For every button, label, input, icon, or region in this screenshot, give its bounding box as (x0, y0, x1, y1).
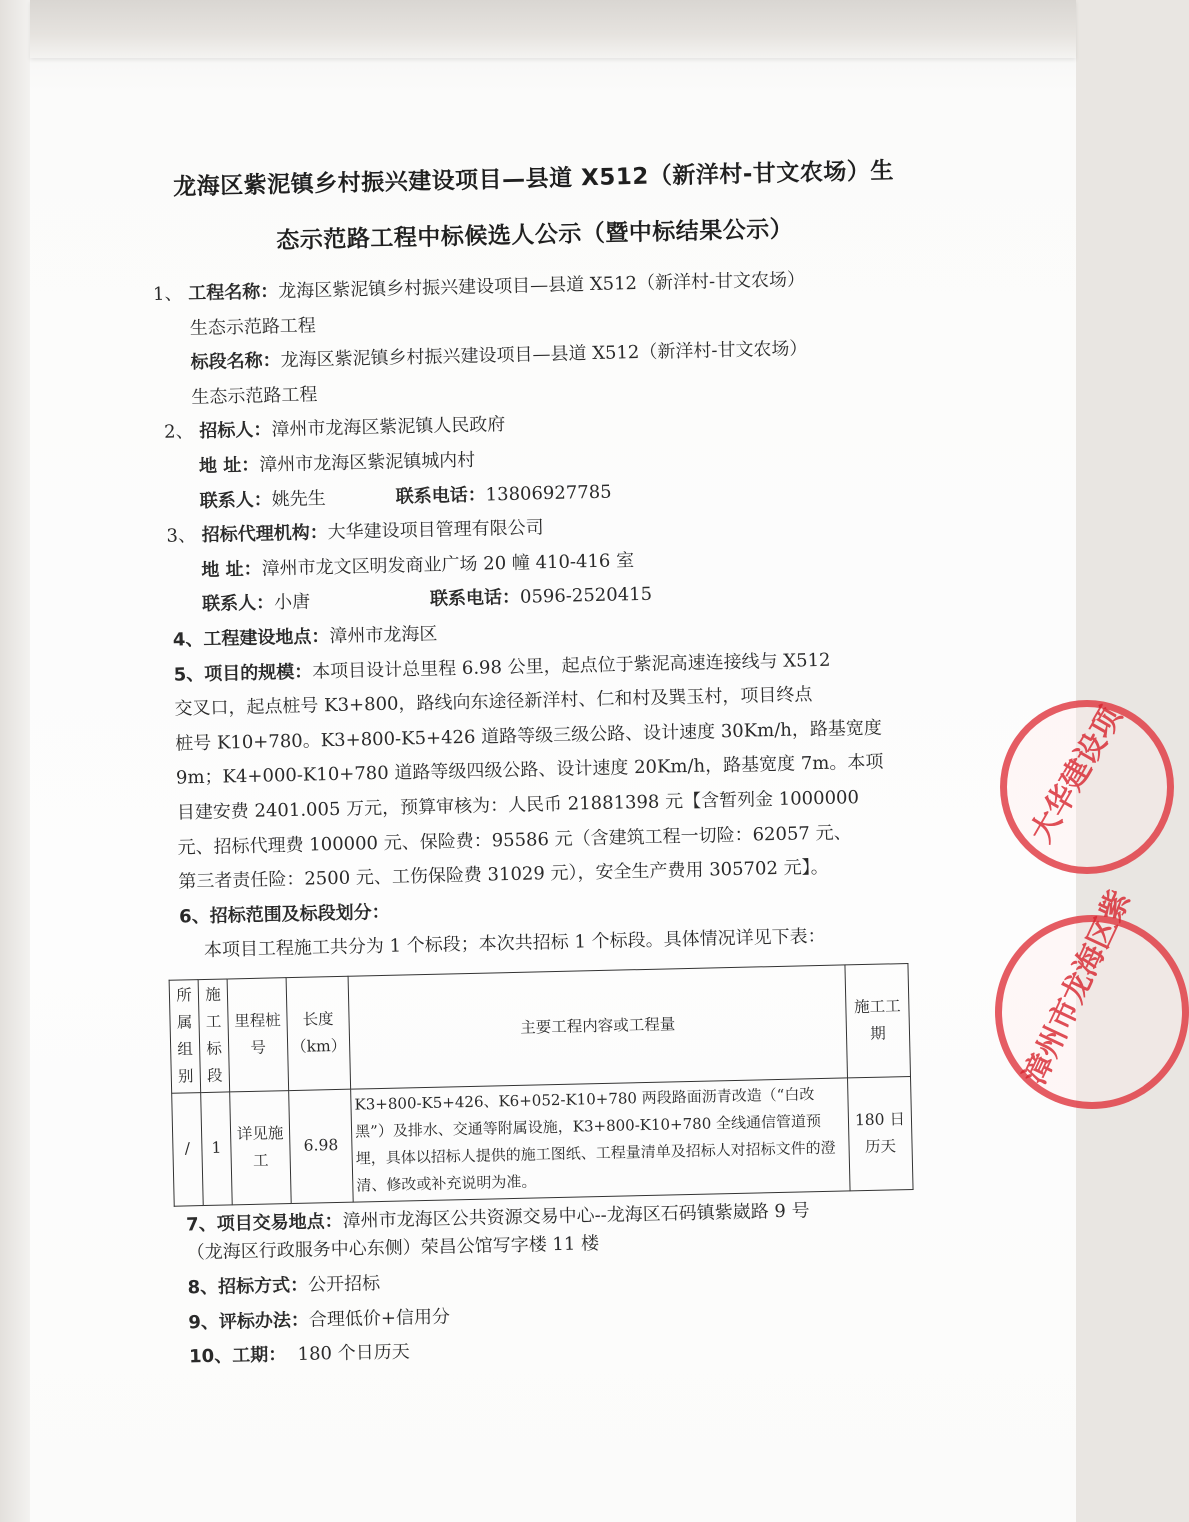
section-5-label: 项目的规模： (203, 660, 313, 685)
section-3-number: 3、 (166, 525, 197, 547)
section-8-label: 招标方式： (217, 1274, 309, 1298)
section-1-number: 1、 (152, 283, 183, 305)
cell-group: / (172, 1092, 204, 1206)
scale-text-5: 目建安费 2401.005 万元，预算审核为：人民币 21881398 元【含暂列金 1000000 (176, 786, 860, 824)
section-9-number: 9、 (188, 1311, 220, 1334)
title-line-2: 态示范路工程中标候选人公示（暨中标结果公示） (276, 216, 794, 255)
segment-label: 标段名称： (190, 350, 281, 374)
cell-content: K3+800-K5+426、K6+052-K10+780 两段路面沥青改造（“白改黑”）及排水、交通等附属设施，K3+800-K10+780 全线通信管道预埋，具体以招标人提供的施工图纸、工程量清单及招标人对招标文件的澄清、修改或补充说明为准。 (351, 1078, 850, 1202)
paper-top-fold (30, 0, 1076, 58)
segment-table (169, 963, 914, 1207)
tenderer-name: 漳州市龙海区紫泥镇人民政府 (271, 414, 506, 441)
tenderer-seal (995, 885, 1189, 1109)
table-header-row (169, 963, 910, 1093)
section-4-label: 工程建设地点： (203, 625, 330, 650)
tenderer-address: 漳州市龙海区紫泥镇城内村 (258, 449, 476, 476)
section-5-scale (161, 641, 936, 901)
section-10-number: 10、 (188, 1345, 233, 1368)
section-3-label: 招标代理机构： (201, 522, 328, 547)
section-1-label: 工程名称： (187, 281, 279, 305)
contact-label: 联系人： (199, 488, 272, 512)
paper-left-edge (0, 0, 30, 1522)
cell-period: 180 日历天 (848, 1076, 914, 1190)
cell-mileage: 详见施工 (230, 1090, 292, 1204)
scale-text-7: 第三者责任险：2500 元、工伤保险费 31029 元），安全生产费用 305702 元】。 (178, 856, 829, 893)
section-8-number: 8、 (187, 1276, 219, 1299)
tenderer-contact: 姚先生 (271, 487, 326, 510)
header-content: 主要工程内容或工程量 (348, 965, 847, 1089)
section-7-venue-cont: （龙海区行政服务中心东侧）荣昌公馆写字楼 11 楼 (186, 1233, 600, 1264)
tenderer-seal-text: 漳州市龙海区紫 (1017, 885, 1138, 1091)
agency-contact: 小唐 (273, 591, 311, 614)
section-1-segment-cont: 生态示范路工程 (191, 384, 318, 408)
section-6-label: 招标范围及标段划分： (209, 901, 390, 927)
header-period: 施工工期 (845, 963, 911, 1077)
section-10-label: 工期： (231, 1344, 287, 1367)
table-row (172, 1076, 913, 1206)
scale-text-4: 9m；K4+000-K10+780 道路等级四级公路、设计速度 20Km/h，路基宽度 7m。本项 (175, 751, 884, 789)
address-label: 地 址： (198, 454, 260, 477)
cell-length: 6.98 (289, 1089, 354, 1203)
notice-content (150, 143, 947, 1376)
header-segment (198, 979, 230, 1093)
duration-value: 180 个日历天 (297, 1341, 410, 1366)
scale-text-6: 元、招标代理费 100000 元、保险费：95586 元（含建筑工程一切险：62057 元、 (177, 821, 852, 859)
section-6-intro: 本项目工程施工共分为 1 个标段；本次共招标 1 个标段。具体情况详见下表： (203, 926, 826, 962)
section-1-name-cont: 生态示范路工程 (189, 314, 317, 339)
section-4-number: 4、 (172, 628, 204, 651)
segment-value: 龙海区紫泥镇乡村振兴建设项目—县道 X512（新洋村-甘文农场） (280, 338, 808, 372)
agency-seal-text: 大华建设项 (1023, 701, 1130, 849)
phone-label: 联系电话： (429, 587, 521, 611)
evaluation-value: 合理低价+信用分 (308, 1306, 451, 1331)
agency-name: 大华建设项目管理有限公司 (327, 517, 544, 544)
scale-text-2: 交叉口，起点桩号 K3+800，路线向东途径新洋村、仁和村及巽玉村，项目终点 (174, 684, 813, 720)
section-2-number: 2、 (163, 421, 194, 444)
agency-phone: 0596-2520415 (519, 584, 653, 609)
address-label: 地 址： (201, 558, 262, 581)
title-line-1: 龙海区紫泥镇乡村振兴建设项目—县道 X512（新洋村-甘文农场）生 (172, 158, 895, 201)
header-group-text: 所属组别 (176, 986, 194, 1086)
header-length: 长度（km） (286, 976, 351, 1090)
phone-label: 联系电话： (395, 484, 486, 508)
section-7-number: 7、 (185, 1213, 217, 1236)
contact-label: 联系人： (201, 592, 275, 616)
header-segment-text: 施工标段 (205, 985, 223, 1085)
scale-text-1: 本项目设计总里程 6.98 公里，起点位于紫泥高速连接线与 X512 (311, 649, 831, 682)
notice-title (138, 142, 930, 272)
scale-text-3: 桩号 K10+780。K3+800-K5+426 道路等级三级公路、设计速度 30Km/h，路基宽度 (175, 717, 883, 755)
section-1-value: 龙海区紫泥镇乡村振兴建设项目—县道 X512（新洋村-甘文农场） (277, 269, 806, 303)
section-6-number: 6、 (178, 905, 210, 928)
tenderer-phone: 13806927785 (485, 481, 612, 506)
location-value: 漳州市龙海区 (329, 623, 438, 647)
cell-segment: 1 (201, 1092, 233, 1206)
agency-seal (1000, 700, 1174, 874)
method-value: 公开招标 (307, 1273, 381, 1296)
section-7-label: 项目交易地点： (216, 1210, 343, 1235)
section-2-label: 招标人： (199, 419, 272, 443)
header-group (169, 979, 201, 1093)
header-mileage: 里程桩号 (227, 977, 289, 1091)
section-5-number: 5、 (173, 663, 205, 686)
venue-value: 漳州市龙海区公共资源交易中心--龙海区石码镇紫崴路 9 号 (342, 1200, 810, 1232)
section-9-label: 评标办法： (218, 1309, 310, 1333)
agency-address: 漳州市龙文区明发商业广场 20 幢 410-416 室 (261, 549, 635, 580)
